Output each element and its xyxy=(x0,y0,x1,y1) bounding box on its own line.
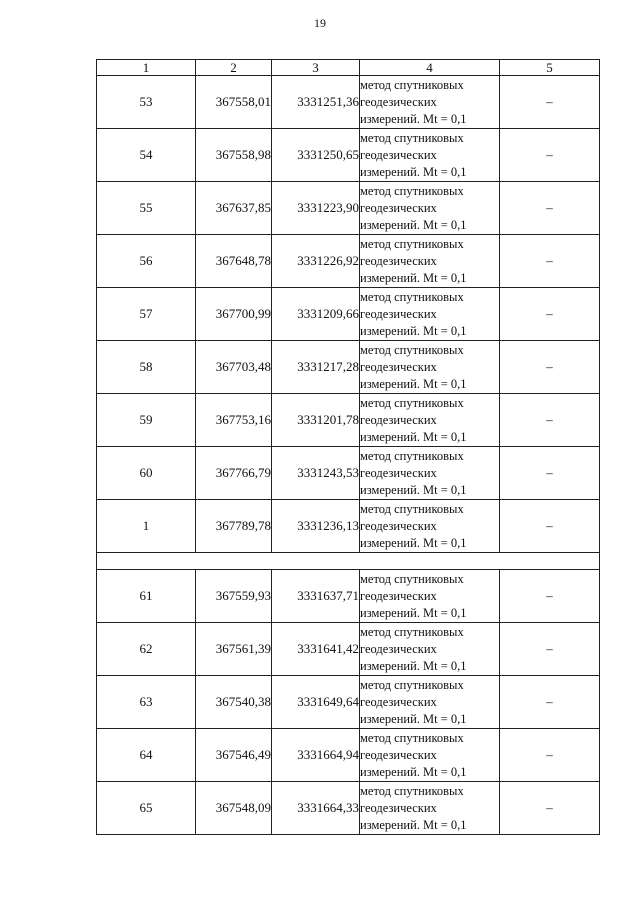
x-coordinate-cell: 367559,93 xyxy=(196,570,272,623)
table-row xyxy=(97,570,600,623)
point-number-cell: 55 xyxy=(97,182,196,235)
y-coordinate-cell: 3331209,66 xyxy=(272,288,360,341)
method-line: измерений. Mt = 0,1 xyxy=(360,217,467,232)
method-line: геодезических xyxy=(360,588,437,603)
method-cell xyxy=(360,394,500,447)
method-line: измерений. Mt = 0,1 xyxy=(360,164,467,179)
method-line: геодезических xyxy=(360,641,437,656)
group-separator-row xyxy=(97,553,600,570)
y-coordinate-cell: 3331217,28 xyxy=(272,341,360,394)
table-row xyxy=(97,76,600,129)
x-coordinate-cell: 367703,48 xyxy=(196,341,272,394)
column-header-5: 5 xyxy=(500,60,600,76)
table-row xyxy=(97,623,600,676)
x-coordinate-cell: 367558,01 xyxy=(196,76,272,129)
note-cell: – xyxy=(500,623,600,676)
method-line: метод спутниковых xyxy=(360,289,464,304)
method-line: измерений. Mt = 0,1 xyxy=(360,605,467,620)
method-cell xyxy=(360,235,500,288)
method-cell xyxy=(360,570,500,623)
point-number-cell: 56 xyxy=(97,235,196,288)
method-line: геодезических xyxy=(360,147,437,162)
table-row xyxy=(97,729,600,782)
table-row xyxy=(97,447,600,500)
point-number-cell: 60 xyxy=(97,447,196,500)
point-number-cell: 57 xyxy=(97,288,196,341)
method-line: измерений. Mt = 0,1 xyxy=(360,323,467,338)
x-coordinate-cell: 367648,78 xyxy=(196,235,272,288)
method-line: геодезических xyxy=(360,465,437,480)
method-cell xyxy=(360,288,500,341)
separator-cell xyxy=(97,553,600,570)
method-line: метод спутниковых xyxy=(360,395,464,410)
y-coordinate-cell: 3331251,36 xyxy=(272,76,360,129)
x-coordinate-cell: 367558,98 xyxy=(196,129,272,182)
point-number-cell: 63 xyxy=(97,676,196,729)
y-coordinate-cell: 3331664,33 xyxy=(272,782,360,835)
method-line: геодезических xyxy=(360,253,437,268)
method-line: метод спутниковых xyxy=(360,624,464,639)
point-number-cell: 61 xyxy=(97,570,196,623)
column-header-2: 2 xyxy=(196,60,272,76)
table-row xyxy=(97,676,600,729)
note-cell: – xyxy=(500,447,600,500)
column-header-1: 1 xyxy=(97,60,196,76)
note-cell: – xyxy=(500,76,600,129)
point-number-cell: 59 xyxy=(97,394,196,447)
note-cell: – xyxy=(500,129,600,182)
method-line: геодезических xyxy=(360,518,437,533)
table-row xyxy=(97,782,600,835)
method-line: метод спутниковых xyxy=(360,77,464,92)
x-coordinate-cell: 367561,39 xyxy=(196,623,272,676)
point-number-cell: 53 xyxy=(97,76,196,129)
method-line: метод спутниковых xyxy=(360,236,464,251)
point-number-cell: 65 xyxy=(97,782,196,835)
method-cell xyxy=(360,500,500,553)
point-number-cell: 64 xyxy=(97,729,196,782)
method-line: геодезических xyxy=(360,306,437,321)
note-cell: – xyxy=(500,782,600,835)
column-header-4: 4 xyxy=(360,60,500,76)
y-coordinate-cell: 3331664,94 xyxy=(272,729,360,782)
method-line: геодезических xyxy=(360,94,437,109)
method-cell xyxy=(360,447,500,500)
method-cell xyxy=(360,76,500,129)
point-number-cell: 62 xyxy=(97,623,196,676)
note-cell: – xyxy=(500,394,600,447)
x-coordinate-cell: 367766,79 xyxy=(196,447,272,500)
method-line: метод спутниковых xyxy=(360,501,464,516)
method-line: измерений. Mt = 0,1 xyxy=(360,711,467,726)
table-body xyxy=(97,76,600,835)
method-line: измерений. Mt = 0,1 xyxy=(360,270,467,285)
method-line: измерений. Mt = 0,1 xyxy=(360,376,467,391)
method-cell xyxy=(360,729,500,782)
y-coordinate-cell: 3331201,78 xyxy=(272,394,360,447)
point-number-cell: 1 xyxy=(97,500,196,553)
note-cell: – xyxy=(500,500,600,553)
y-coordinate-cell: 3331637,71 xyxy=(272,570,360,623)
note-cell: – xyxy=(500,288,600,341)
y-coordinate-cell: 3331641,42 xyxy=(272,623,360,676)
table-row xyxy=(97,394,600,447)
method-line: геодезических xyxy=(360,800,437,815)
method-cell xyxy=(360,623,500,676)
table-row xyxy=(97,500,600,553)
x-coordinate-cell: 367637,85 xyxy=(196,182,272,235)
y-coordinate-cell: 3331243,53 xyxy=(272,447,360,500)
method-line: измерений. Mt = 0,1 xyxy=(360,658,467,673)
table-row xyxy=(97,129,600,182)
method-line: метод спутниковых xyxy=(360,783,464,798)
x-coordinate-cell: 367700,99 xyxy=(196,288,272,341)
method-line: измерений. Mt = 0,1 xyxy=(360,764,467,779)
method-line: измерений. Mt = 0,1 xyxy=(360,482,467,497)
point-number-cell: 54 xyxy=(97,129,196,182)
method-line: геодезических xyxy=(360,412,437,427)
note-cell: – xyxy=(500,341,600,394)
method-line: геодезических xyxy=(360,200,437,215)
table-row xyxy=(97,235,600,288)
method-line: измерений. Mt = 0,1 xyxy=(360,535,467,550)
method-cell xyxy=(360,676,500,729)
method-line: геодезических xyxy=(360,747,437,762)
method-cell xyxy=(360,182,500,235)
coordinates-table xyxy=(96,59,600,835)
note-cell: – xyxy=(500,729,600,782)
method-line: метод спутниковых xyxy=(360,571,464,586)
method-line: метод спутниковых xyxy=(360,183,464,198)
method-line: измерений. Mt = 0,1 xyxy=(360,111,467,126)
method-line: метод спутниковых xyxy=(360,730,464,745)
method-line: измерений. Mt = 0,1 xyxy=(360,817,467,832)
point-number-cell: 58 xyxy=(97,341,196,394)
method-line: геодезических xyxy=(360,359,437,374)
note-cell: – xyxy=(500,676,600,729)
note-cell: – xyxy=(500,182,600,235)
y-coordinate-cell: 3331226,92 xyxy=(272,235,360,288)
method-cell xyxy=(360,129,500,182)
page-number: 19 xyxy=(314,16,326,30)
table-row xyxy=(97,341,600,394)
method-line: метод спутниковых xyxy=(360,130,464,145)
x-coordinate-cell: 367540,38 xyxy=(196,676,272,729)
method-cell xyxy=(360,782,500,835)
method-line: геодезических xyxy=(360,694,437,709)
method-line: измерений. Mt = 0,1 xyxy=(360,429,467,444)
x-coordinate-cell: 367753,16 xyxy=(196,394,272,447)
column-header-3: 3 xyxy=(272,60,360,76)
method-line: метод спутниковых xyxy=(360,448,464,463)
x-coordinate-cell: 367789,78 xyxy=(196,500,272,553)
table-row xyxy=(97,288,600,341)
header-row xyxy=(97,60,600,76)
method-cell xyxy=(360,341,500,394)
table-row xyxy=(97,182,600,235)
y-coordinate-cell: 3331236,13 xyxy=(272,500,360,553)
y-coordinate-cell: 3331250,65 xyxy=(272,129,360,182)
x-coordinate-cell: 367548,09 xyxy=(196,782,272,835)
method-line: метод спутниковых xyxy=(360,677,464,692)
note-cell: – xyxy=(500,570,600,623)
method-line: метод спутниковых xyxy=(360,342,464,357)
note-cell: – xyxy=(500,235,600,288)
y-coordinate-cell: 3331223,90 xyxy=(272,182,360,235)
x-coordinate-cell: 367546,49 xyxy=(196,729,272,782)
y-coordinate-cell: 3331649,64 xyxy=(272,676,360,729)
